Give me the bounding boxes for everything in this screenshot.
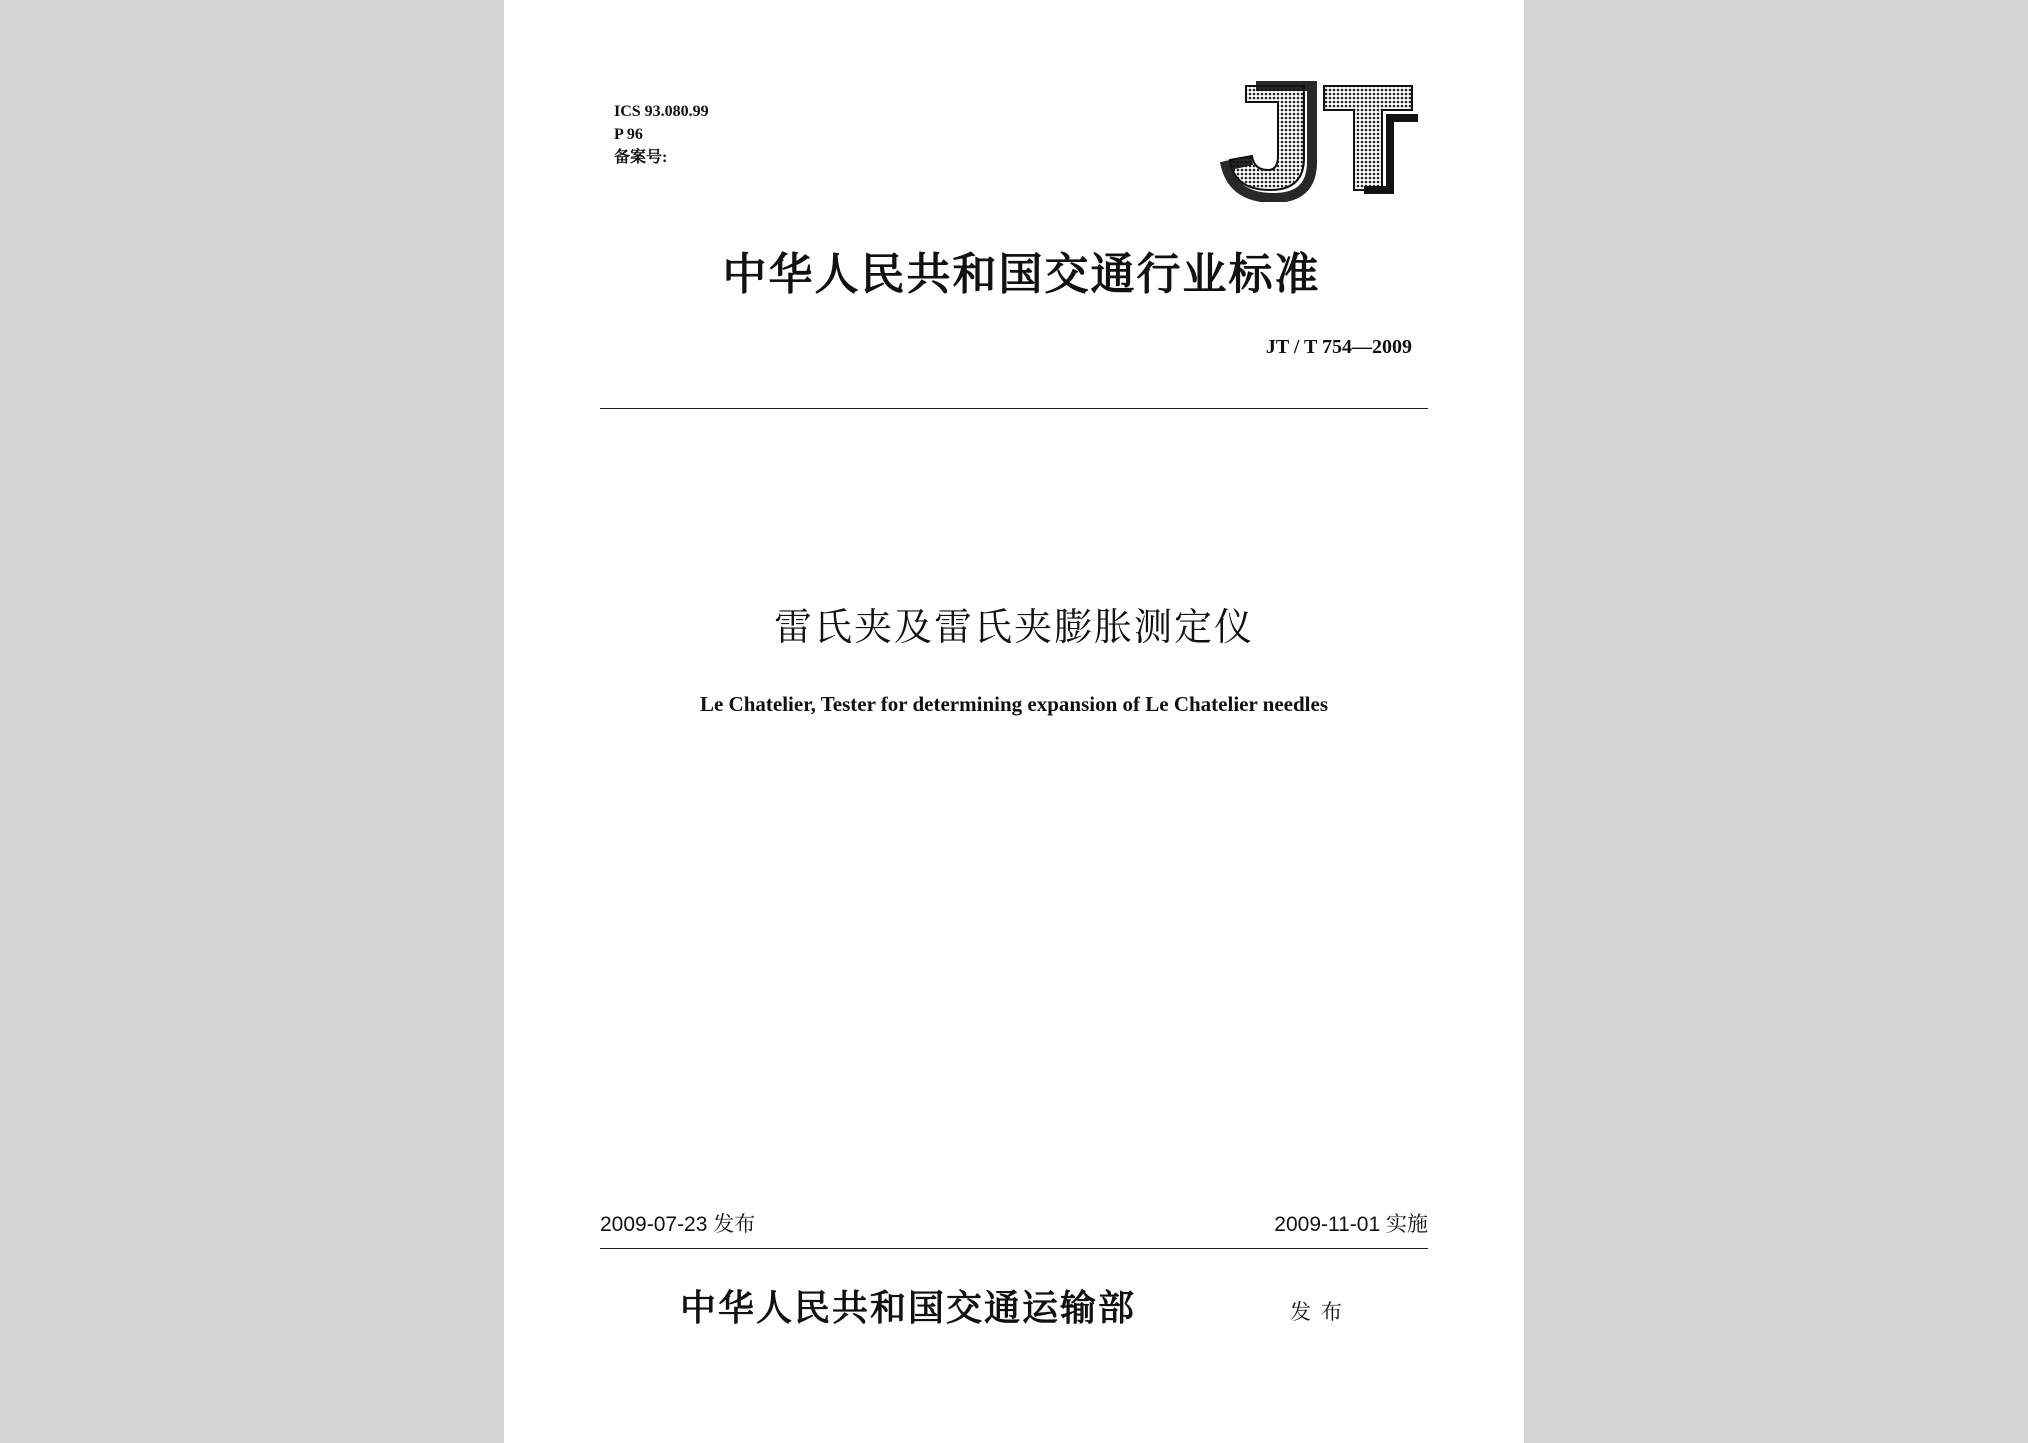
document-title-chinese: 雷氏夹及雷氏夹膨胀测定仪	[773, 605, 1254, 649]
record-number-label: 备案号:	[614, 149, 668, 166]
document-page	[504, 0, 1524, 1443]
implementation-date: 2009-11-01 实施	[1274, 1213, 1428, 1236]
standard-number: JT / T 754—2009	[1265, 336, 1412, 358]
top-divider	[600, 408, 1428, 409]
publish-label: 发布	[1290, 1300, 1352, 1324]
class-code: P 96	[614, 126, 643, 143]
standard-title: 中华人民共和国交通行业标准	[722, 249, 1321, 300]
document-title-english: Le Chatelier, Tester for determining expansion of Le Chatelier needles	[699, 692, 1328, 716]
issue-date: 2009-07-23 发布	[600, 1213, 756, 1236]
classification-block	[614, 100, 709, 169]
publisher-name: 中华人民共和国交通运输部	[680, 1287, 1137, 1329]
ics-code: ICS 93.080.99	[614, 103, 709, 120]
jt-logo	[1212, 72, 1422, 202]
bottom-divider	[600, 1248, 1428, 1249]
